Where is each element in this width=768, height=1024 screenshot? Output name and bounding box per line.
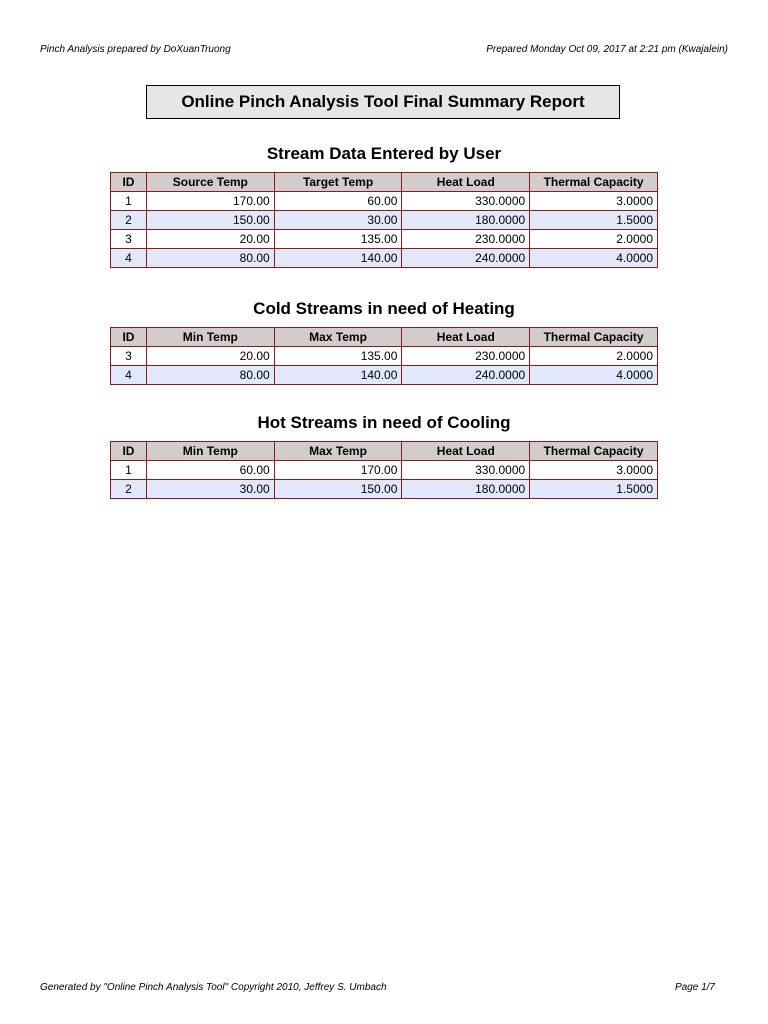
hot-streams-table [110,441,658,499]
cell-thermal-capacity: 3.0000 [530,461,658,480]
cell-id: 4 [111,249,147,268]
cell-target-temp: 30.00 [274,211,402,230]
column-header-heat-load: Heat Load [402,173,530,192]
table-row [111,192,658,211]
cell-thermal-capacity: 4.0000 [530,249,658,268]
page-header-left: Pinch Analysis prepared by DoXuanTruong [40,44,231,55]
cell-target-temp: 140.00 [274,249,402,268]
table-row [111,211,658,230]
table-header-row [111,173,658,192]
column-header-id: ID [111,328,147,347]
cell-source-temp: 20.00 [146,230,274,249]
cell-max-temp: 150.00 [274,480,402,499]
column-header-target-temp: Target Temp [274,173,402,192]
cell-source-temp: 150.00 [146,211,274,230]
column-header-source-temp: Source Temp [146,173,274,192]
cold-streams-table [110,327,658,385]
table-header-row [111,328,658,347]
cell-min-temp: 20.00 [146,347,274,366]
hot-streams-title: Hot Streams in need of Cooling [257,413,511,432]
cell-heat-load: 240.0000 [402,249,530,268]
column-header-max-temp: Max Temp [274,328,402,347]
cell-heat-load: 180.0000 [402,480,530,499]
cell-heat-load: 230.0000 [402,347,530,366]
cell-thermal-capacity: 3.0000 [530,192,658,211]
cell-thermal-capacity: 2.0000 [530,230,658,249]
column-header-thermal-capacity: Thermal Capacity [530,328,658,347]
column-header-heat-load: Heat Load [402,328,530,347]
cell-source-temp: 80.00 [146,249,274,268]
cell-thermal-capacity: 2.0000 [530,347,658,366]
cell-min-temp: 30.00 [146,480,274,499]
cell-id: 2 [111,211,147,230]
column-header-thermal-capacity: Thermal Capacity [530,173,658,192]
page-number: Page 1/7 [674,982,715,993]
column-header-thermal-capacity: Thermal Capacity [530,442,658,461]
stream-data-title: Stream Data Entered by User [266,144,502,163]
cell-id: 1 [111,461,147,480]
cell-max-temp: 135.00 [274,347,402,366]
page-footer-left: Generated by "Online Pinch Analysis Tool" Copyright 2010, Jeffrey S. Umbach [40,982,387,993]
cell-id: 2 [111,480,147,499]
cell-id: 1 [111,192,147,211]
column-header-min-temp: Min Temp [146,442,274,461]
cell-min-temp: 80.00 [146,366,274,385]
cell-target-temp: 135.00 [274,230,402,249]
column-header-id: ID [111,442,147,461]
cell-heat-load: 330.0000 [402,461,530,480]
cell-heat-load: 330.0000 [402,192,530,211]
page-header-right: Prepared Monday Oct 09, 2017 at 2:21 pm (Kwajalein) [486,44,728,55]
column-header-max-temp: Max Temp [274,442,402,461]
table-row [111,347,658,366]
table-row [111,480,658,499]
cell-id: 4 [111,366,147,385]
stream-data-table [110,172,658,268]
report-title: Online Pinch Analysis Tool Final Summary Report [146,85,620,119]
cell-id: 3 [111,230,147,249]
cell-max-temp: 140.00 [274,366,402,385]
cell-heat-load: 180.0000 [402,211,530,230]
cell-source-temp: 170.00 [146,192,274,211]
table-row [111,230,658,249]
cold-streams-title: Cold Streams in need of Heating [253,299,515,318]
cell-id: 3 [111,347,147,366]
table-row [111,366,658,385]
cell-target-temp: 60.00 [274,192,402,211]
cell-thermal-capacity: 1.5000 [530,211,658,230]
cell-min-temp: 60.00 [146,461,274,480]
column-header-id: ID [111,173,147,192]
table-row [111,461,658,480]
cell-thermal-capacity: 4.0000 [530,366,658,385]
table-row [111,249,658,268]
cell-heat-load: 230.0000 [402,230,530,249]
cell-heat-load: 240.0000 [402,366,530,385]
column-header-min-temp: Min Temp [146,328,274,347]
cell-max-temp: 170.00 [274,461,402,480]
table-header-row [111,442,658,461]
column-header-heat-load: Heat Load [402,442,530,461]
cell-thermal-capacity: 1.5000 [530,480,658,499]
